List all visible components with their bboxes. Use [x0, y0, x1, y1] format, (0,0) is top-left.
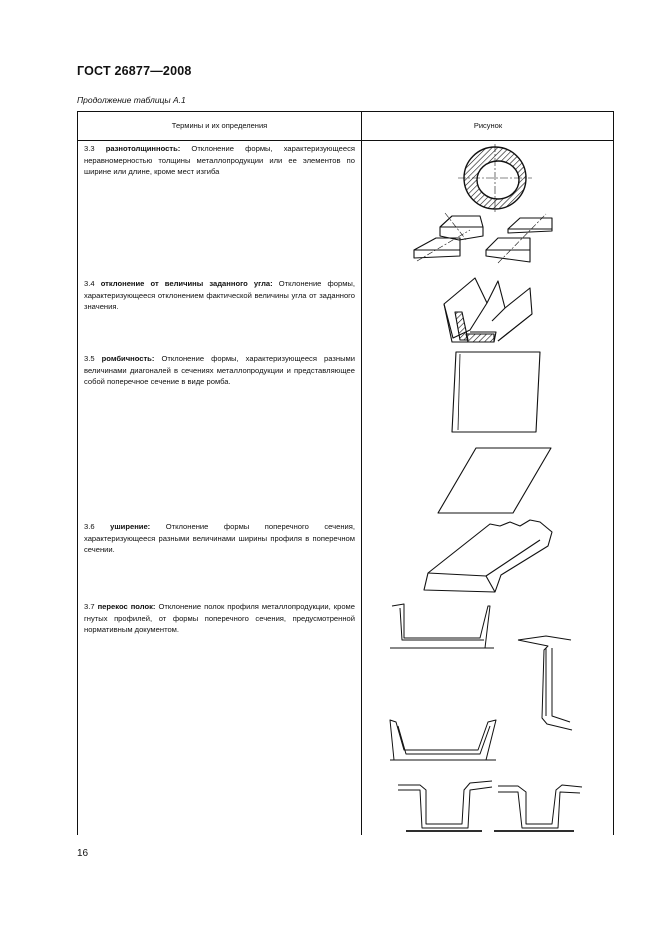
term-name: разнотолщинность: — [105, 144, 181, 153]
term-row — [84, 521, 355, 556]
term-row — [84, 278, 355, 313]
page-number: 16 — [77, 848, 89, 859]
rhombic-section-figure — [438, 352, 551, 513]
term-name: перекос полок: — [97, 602, 156, 611]
angle-deviation-figure — [444, 278, 532, 342]
term-number: 3.4 — [84, 279, 95, 288]
term-row — [84, 353, 355, 388]
term-row — [84, 143, 355, 178]
term-name: уширение: — [110, 522, 151, 531]
widening-figure — [424, 520, 552, 592]
plates-thickness-figure — [414, 213, 552, 263]
term-number: 3.5 — [84, 354, 95, 363]
term-number: 3.7 — [84, 602, 95, 611]
term-definition: Отклонение формы поперечного сечения, характеризующееся разными величинами ширины профиля в поперечном сечении. — [84, 522, 355, 554]
term-name: отклонение от величины заданного угла: — [100, 279, 273, 288]
pipe-thickness-figure — [458, 144, 532, 212]
term-number: 3.6 — [84, 522, 95, 531]
figures-column — [362, 141, 614, 835]
term-row — [84, 601, 355, 636]
flange-skew-figures — [390, 604, 582, 831]
column-header-figure: Рисунок — [473, 121, 503, 130]
term-number: 3.3 — [84, 144, 95, 153]
table-caption: Продолжение таблицы А.1 — [77, 95, 186, 105]
term-definition: Отклонение формы, характеризующееся неравномерностью толщины металлопродукции или ее элементов по ширине или длине, кроме мест изгиба — [84, 144, 355, 176]
term-definition: Отклонение формы, характеризующееся отклонением фактической величины угла от заданного значения. — [84, 279, 355, 311]
term-definition: Отклонение полок профиля металлопродукции, кроме гнутых профилей, от формы поперечного сечения, предусмотренной нормативным документом. — [84, 602, 355, 634]
document-code: ГОСТ 26877—2008 — [77, 64, 192, 78]
term-definition: Отклонение формы, характеризующееся разными величинами диагоналей в сечениях металлопродукции и представляющее собой поперечное сечение в виде ромба. — [84, 354, 355, 386]
term-name: ромбичность: — [101, 354, 155, 363]
column-header-terms: Термины и их определения — [171, 121, 268, 130]
